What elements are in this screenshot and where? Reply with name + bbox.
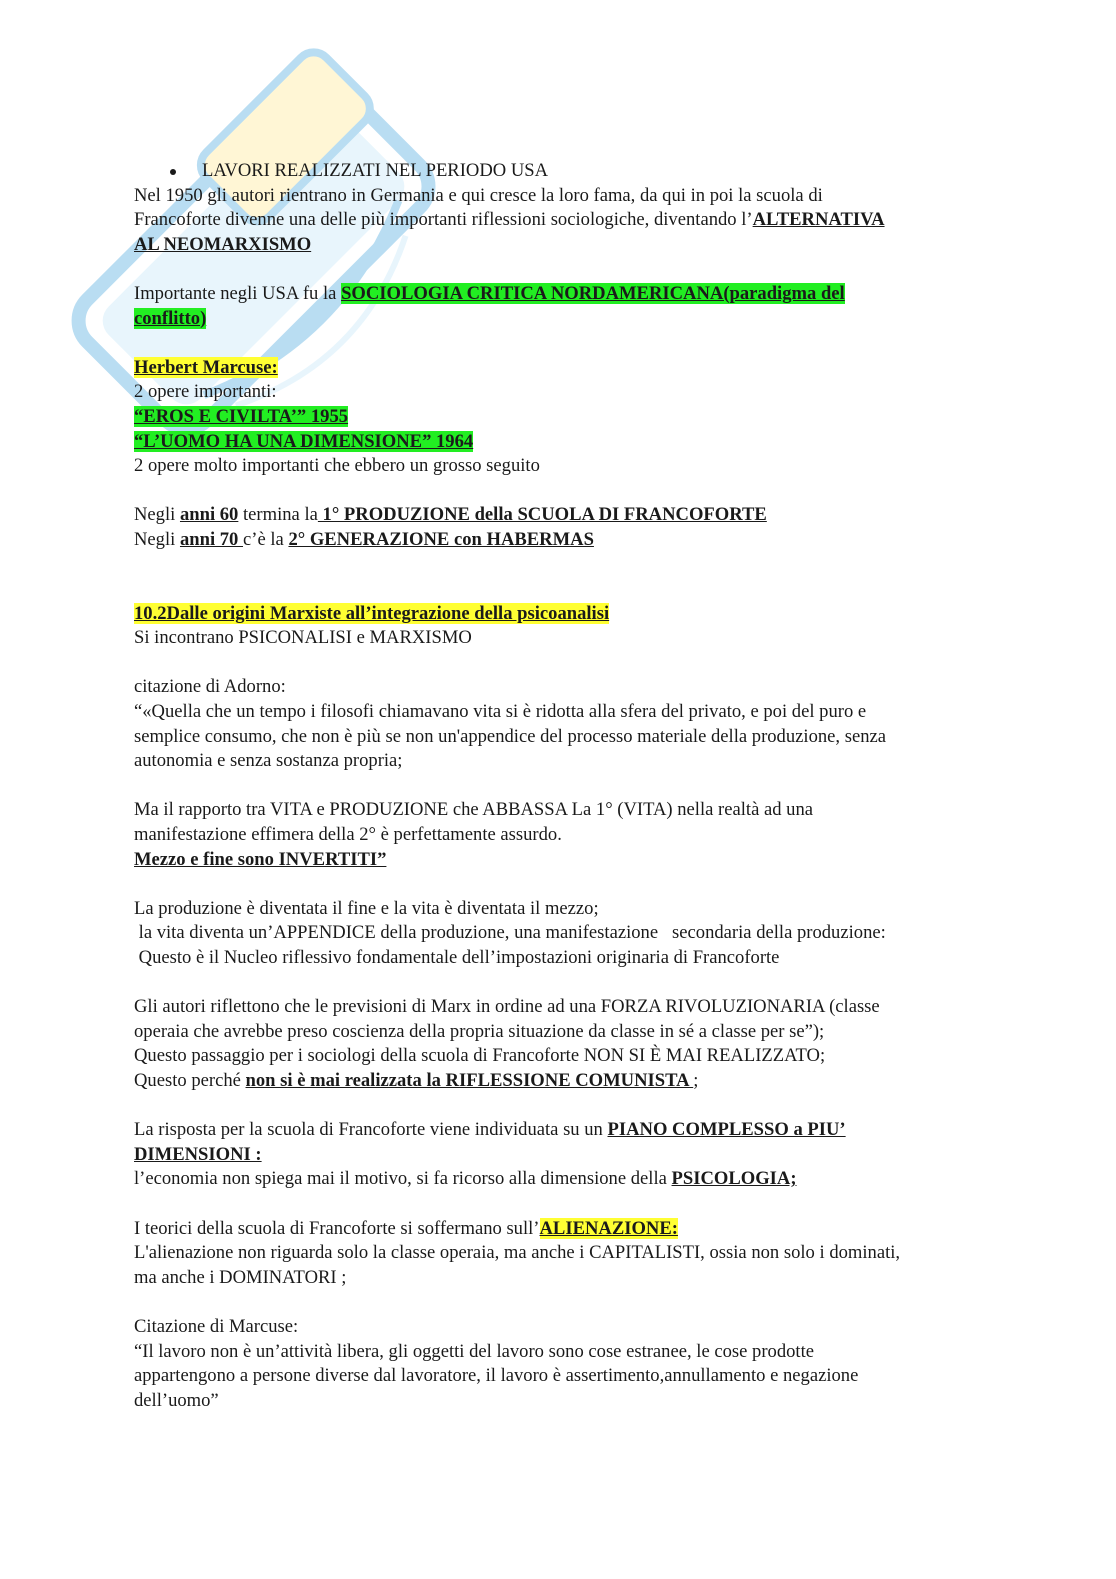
emphasis-text: Mezzo e fine sono INVERTITI”	[134, 848, 387, 870]
quote-line: appartengono a persone diverse dal lavoratore, il lavoro è assertimento,annullamento e negazione	[134, 1365, 859, 1387]
paragraph-line: la vita diventa un’APPENDICE della produzione, una manifestazione secondaria della produzione:	[134, 922, 886, 944]
document-body	[134, 159, 984, 1413]
quote-line: dell’uomo”	[134, 1389, 219, 1411]
paragraph-line	[134, 430, 984, 455]
paragraph-line: Negli anni 60 termina la 1° PRODUZIONE della SCUOLA DI FRANCOFORTE	[134, 504, 767, 526]
paragraph-line: Questo passaggio per i sociologi della scuola di Francoforte NON SI È MAI REALIZZATO;	[134, 1045, 826, 1067]
paragraph-line: Citazione di Marcuse:	[134, 1315, 299, 1337]
paragraph-line: L'alienazione non riguarda solo la classe operaia, ma anche i CAPITALISTI, ossia non solo i dominati,	[134, 1242, 901, 1264]
paragraph-line: Gli autori riflettono che le previsioni di Marx in ordine ad una FORZA RIVOLUZIONARIA (classe	[134, 996, 880, 1018]
paragraph-line: Si incontrano PSICONALISI e MARXISMO	[134, 627, 472, 649]
quote-line: “«Quella che un tempo i filosofi chiamavano vita si è ridotta alla sfera del privato, e poi del puro e	[134, 701, 867, 723]
highlighted-text: conflitto)	[134, 307, 207, 329]
paragraph-line: operaia che avrebbe preso coscienza della propria situazione da classe in sé a classe per se”);	[134, 1020, 825, 1042]
paragraph-line: La produzione è diventata il fine e la vita è diventata il mezzo;	[134, 897, 599, 919]
quote-line: autonomia e senza sostanza propria;	[134, 750, 403, 772]
section-title: 10.2Dalle origini Marxiste all’integrazione della psicoanalisi	[134, 602, 610, 624]
bullet-item: LAVORI REALIZZATI NEL PERIODO USA	[134, 159, 984, 184]
paragraph-line: Francoforte divenne una delle più importanti riflessioni sociologiche, diventando l’ALTERNATIVA	[134, 209, 885, 231]
paragraph-line: citazione di Adorno:	[134, 676, 286, 698]
highlighted-text: SOCIOLOGIA CRITICA NORDAMERICANA(paradigma del	[341, 282, 845, 304]
bullet-dot	[170, 169, 176, 175]
quote-line: Ma il rapporto tra VITA e PRODUZIONE che ABBASSA La 1° (VITA) nella realtà ad una	[134, 799, 814, 821]
highlighted-text: “L’UOMO HA UNA DIMENSIONE” 1964	[134, 430, 474, 452]
paragraph-line: l’economia non spiega mai il motivo, si fa ricorso alla dimensione della PSICOLOGIA;	[134, 1168, 797, 1190]
paragraph-line: 2 opere molto importanti che ebbero un grosso seguito	[134, 455, 540, 477]
emphasis-text: AL NEOMARXISMO	[134, 233, 312, 255]
emphasis-text: ALTERNATIVA	[752, 209, 885, 231]
paragraph-line: 2 opere importanti:	[134, 381, 277, 403]
paragraph-line: Negli anni 70 c’è la 2° GENERAZIONE con HABERMAS	[134, 528, 594, 550]
paragraph-line: I teorici della scuola di Francoforte si soffermano sull’ALIENAZIONE:	[134, 1217, 678, 1239]
quote-line: “Il lavoro non è un’attività libera, gli oggetti del lavoro sono cose estranee, le cose prodotte	[134, 1340, 814, 1362]
paragraph-line: Importante negli USA fu la SOCIOLOGIA CRITICA NORDAMERICANA(paradigma del	[134, 282, 845, 304]
emphasis-text: DIMENSIONI :	[134, 1143, 262, 1165]
paragraph-line	[134, 307, 984, 332]
quote-line: manifestazione effimera della 2° è perfettamente assurdo.	[134, 824, 562, 846]
paragraph-line: Questo perché non si è mai realizzata la RIFLESSIONE COMUNISTA ;	[134, 1069, 699, 1091]
highlighted-text: ALIENAZIONE:	[539, 1217, 678, 1239]
paragraph-line: Nel 1950 gli autori rientrano in Germania e qui cresce la loro fama, da qui in poi la scuola di	[134, 184, 823, 206]
paragraph-line	[134, 405, 984, 430]
paragraph-line: La risposta per la scuola di Francoforte viene individuata su un PIANO COMPLESSO a PIU’	[134, 1119, 846, 1141]
quote-line: semplice consumo, che non è più se non un'appendice del processo materiale della produzione, senza	[134, 725, 887, 747]
paragraph-line: ma anche i DOMINATORI ;	[134, 1266, 347, 1288]
paragraph-line: Questo è il Nucleo riflessivo fondamentale dell’impostazioni originaria di Francoforte	[134, 947, 780, 968]
highlighted-text: “EROS E CIVILTA’” 1955	[134, 405, 349, 427]
subheading: Herbert Marcuse:	[134, 356, 278, 378]
